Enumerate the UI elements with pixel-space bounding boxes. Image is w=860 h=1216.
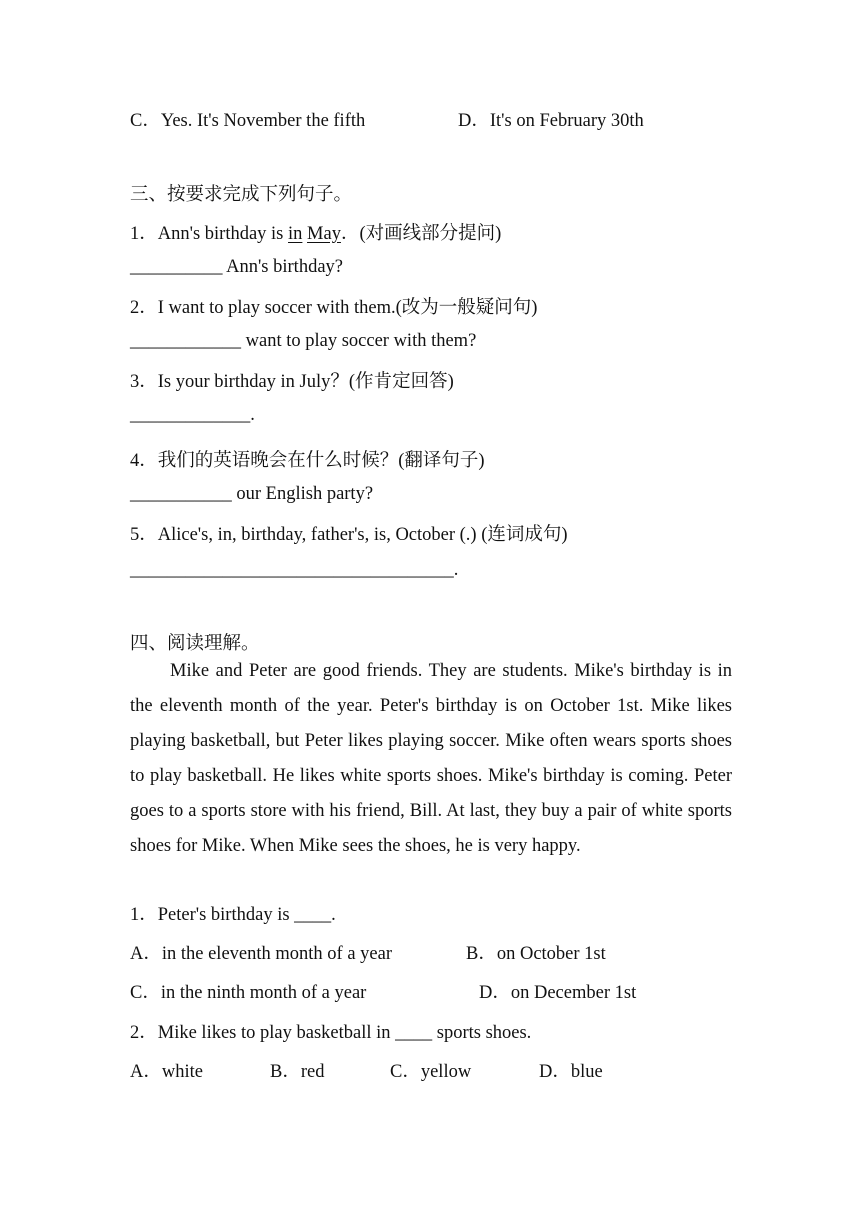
s3-q1-underlined-1: in bbox=[288, 224, 303, 244]
s4-q2-option-c: C．yellow bbox=[390, 1062, 472, 1082]
s4-q1-option-b: B．on October 1st bbox=[466, 944, 606, 964]
s3-q1-prefix: 1．Ann's birthday is bbox=[130, 224, 289, 244]
s3-q1-suffix: ．(对画线部分提问) bbox=[340, 224, 502, 244]
s3-question-4: 4．我们的英语晚会在什么时候？(翻译句子) bbox=[130, 451, 485, 471]
reading-passage: Mike and Peter are good friends. They are students. Mike's birthday is in the eleventh month of the year. Peter's birthday is on October 1st. Mike likes playing basketball, but Peter likes playing soccer. Mike often wears sports shoes to play basketball. He likes white sports shoes. Mike's birthday is coming. Peter goes to a sports store with his friend, Bill. At last, they buy a pair of white sports shoes for Mike. When Mike sees the shoes, he is very happy. bbox=[130, 661, 732, 856]
section4-heading: 四、阅读理解。 bbox=[130, 634, 260, 654]
prev-option-d: D．It's on February 30th bbox=[458, 111, 644, 131]
s3-answer-1: __________ Ann's birthday? bbox=[130, 257, 343, 277]
s3-answer-5: ___________________________________. bbox=[130, 560, 459, 580]
s4-question-1: 1．Peter's birthday is ____. bbox=[130, 905, 336, 925]
section3-heading: 三、按要求完成下列句子。 bbox=[130, 185, 353, 205]
prev-option-c: C．Yes. It's November the fifth bbox=[130, 111, 366, 131]
s4-q2-option-a: A．white bbox=[130, 1062, 203, 1082]
s4-q2-option-d: D．blue bbox=[539, 1062, 603, 1082]
s4-q2-option-b: B．red bbox=[270, 1062, 325, 1082]
s4-q1-option-d: D．on December 1st bbox=[479, 983, 637, 1003]
s3-answer-3: _____________. bbox=[130, 405, 255, 425]
s3-question-3: 3．Is your birthday in July？(作肯定回答) bbox=[130, 372, 454, 392]
s3-question-5: 5．Alice's, in, birthday, father's, is, October (.) (连词成句) bbox=[130, 525, 568, 545]
s3-answer-2: ____________ want to play soccer with them? bbox=[130, 331, 477, 351]
s3-q1-underlined-2: May bbox=[307, 224, 341, 244]
s3-question-1 bbox=[130, 219, 501, 245]
s4-question-2: 2．Mike likes to play basketball in ____ sports shoes. bbox=[130, 1023, 532, 1043]
s3-question-2: 2．I want to play soccer with them.(改为一般疑问句) bbox=[130, 298, 538, 318]
s3-answer-4: ___________ our English party? bbox=[130, 484, 374, 504]
s4-q1-option-c: C．in the ninth month of a year bbox=[130, 983, 367, 1003]
s4-q1-option-a: A．in the eleventh month of a year bbox=[130, 944, 392, 964]
